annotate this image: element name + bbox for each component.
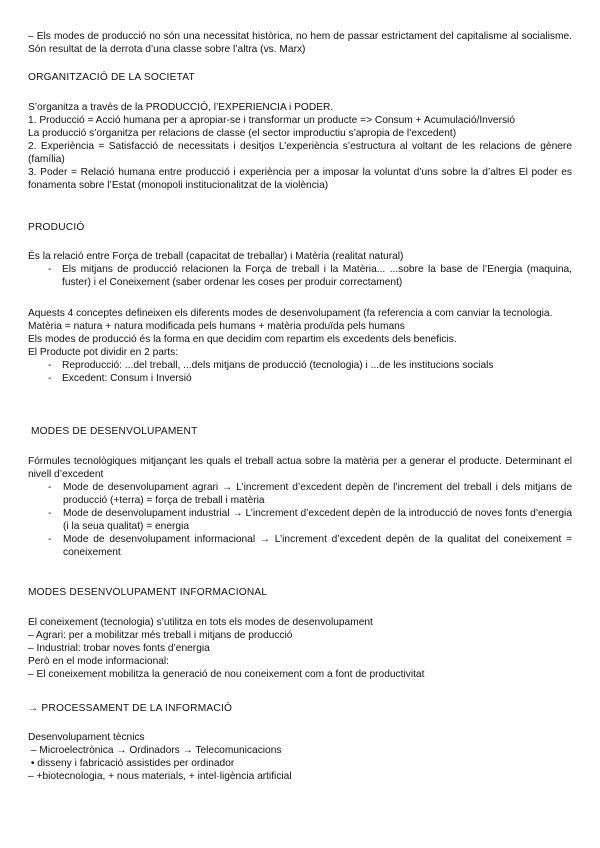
intro-text: – Els modes de producció no són una necessitat històrica, no hem de passar estrictament del capitalisme al socialisme. Són resultat de la derrota d’una classe sobre l’altra (vs. Marx) — [28, 31, 572, 55]
section-organitzacio — [28, 101, 572, 192]
processament-line: – Microelectrònica → Ordinadors → Telecomunicacions — [28, 745, 282, 756]
org-intro: S’organitza a través de la PRODUCCIÓ, l’EXPERIENCIA i PODER. — [28, 102, 334, 113]
heading-informacional: MODES DESENVOLUPAMENT INFORMACIONAL — [28, 587, 268, 598]
processament-line: – +biotecnologia, + nous materials, + intel·ligència artificial — [28, 771, 292, 782]
modes-list — [28, 481, 572, 559]
section-modes-desenvolupament — [28, 455, 572, 559]
org-item-1: 1. Producció = Acció humana per a apropiar-se i transformar un producte => Consum + Acumulació/Inversió — [28, 115, 515, 126]
produccio-bullet-1: - Els mitjans de producció relacionen la Força de treball i la Matèria... ...sobre la base de l’Energia (maquina, fuster) i el Coneixement (saber ordenar les coses per produir correctament) — [28, 263, 572, 289]
informacional-line: El coneixement (tecnologia) s’utilitza en tots els modes de desenvolupament — [28, 617, 373, 628]
section-processament — [28, 731, 572, 783]
mode-item-agrari: - Mode de desenvolupament agrari → L’increment d’excedent depèn de l’increment del treball i dels mitjans de producció (+terra) = força de treball i matèria — [28, 481, 572, 507]
produccio-part: - Excedent: Consum i Inversió — [28, 372, 572, 385]
org-item-1b: La producció s’organitza per relacions de classe (el sector improductiu s’apropia de l’excedent) — [28, 128, 457, 139]
processament-line: Desenvolupament tècnics — [28, 732, 145, 743]
produccio-part: - Reproducció: ...del treball, ...dels mitjans de producció (tecnologia) i ...de les institucions socials — [28, 359, 572, 372]
produccio-bullets — [28, 263, 572, 289]
mode-item-industrial: - Mode de desenvolupament industrial → L’increment d’excedent depèn de la introducció de noves fonts d’energia (i la seua qualitat) = energia — [28, 507, 572, 533]
heading-organitzacio: ORGANITZACIÓ DE LA SOCIETAT — [28, 72, 195, 83]
informacional-line: – Agrari: per a mobilitzar més treball i mitjans de producció — [28, 630, 293, 641]
produccio-modes: Els modes de producció és la forma en que decidim com repartim els excedents dels beneficis. — [28, 334, 457, 345]
heading-produccio: PRODUCIÓ — [28, 222, 85, 233]
processament-line: • disseny i fabricació assistides per ordinador — [28, 758, 235, 769]
intro-paragraph — [28, 30, 572, 56]
produccio-para-2: Aquests 4 conceptes defineixen els diferents modes de desenvolupament (fa referencia a com canviar la tecnologia. — [28, 308, 553, 319]
modes-intro: Fórmules tecnològiques mitjançant les quals el treball actua sobre la matèria per a generar el producte. Determinant el nivell d’excedent — [28, 456, 572, 480]
section-informacional — [28, 616, 572, 681]
informacional-line: – El coneixement mobilitza la generació de nou coneixement com a font de productivitat — [28, 669, 425, 680]
org-item-2: 2. Experiència = Satisfacció de necessitats i desitjos L’experiència s’estructura al voltant de les relacions de gènere (família) — [28, 141, 572, 165]
produccio-line-1: És la relació entre Força de treball (capacitat de treballar) i Matèria (realitat natural) — [28, 251, 404, 262]
mode-item-informacional: - Mode de desenvolupament informacional → L’increment d’excedent depèn de la qualitat del coneixement = coneixement — [28, 533, 572, 559]
produccio-divide: El Producte pot dividir en 2 parts: — [28, 347, 179, 358]
section-produccio-2 — [28, 307, 572, 385]
informacional-line: Però en el mode informacional: — [28, 656, 170, 667]
produccio-parts-list — [28, 359, 572, 385]
section-produccio — [28, 250, 572, 289]
informacional-line: – Industrial: trobar noves fonts d’energia — [28, 643, 210, 654]
org-item-3: 3. Poder = Relació humana entre producció i experiència per a imposar la voluntat d’uns sobre la d’altres El poder es fonamenta sobre l’Estat (monopoli institucionalitzat de la violència) — [28, 167, 572, 191]
produccio-materia: Matèria = natura + natura modificada pels humans + matèria produïda pels humans — [28, 321, 405, 332]
heading-processament: → PROCESSAMENT DE LA INFORMACIÓ — [28, 703, 233, 714]
heading-modes-desenvolupament: MODES DE DESENVOLUPAMENT — [31, 426, 198, 437]
